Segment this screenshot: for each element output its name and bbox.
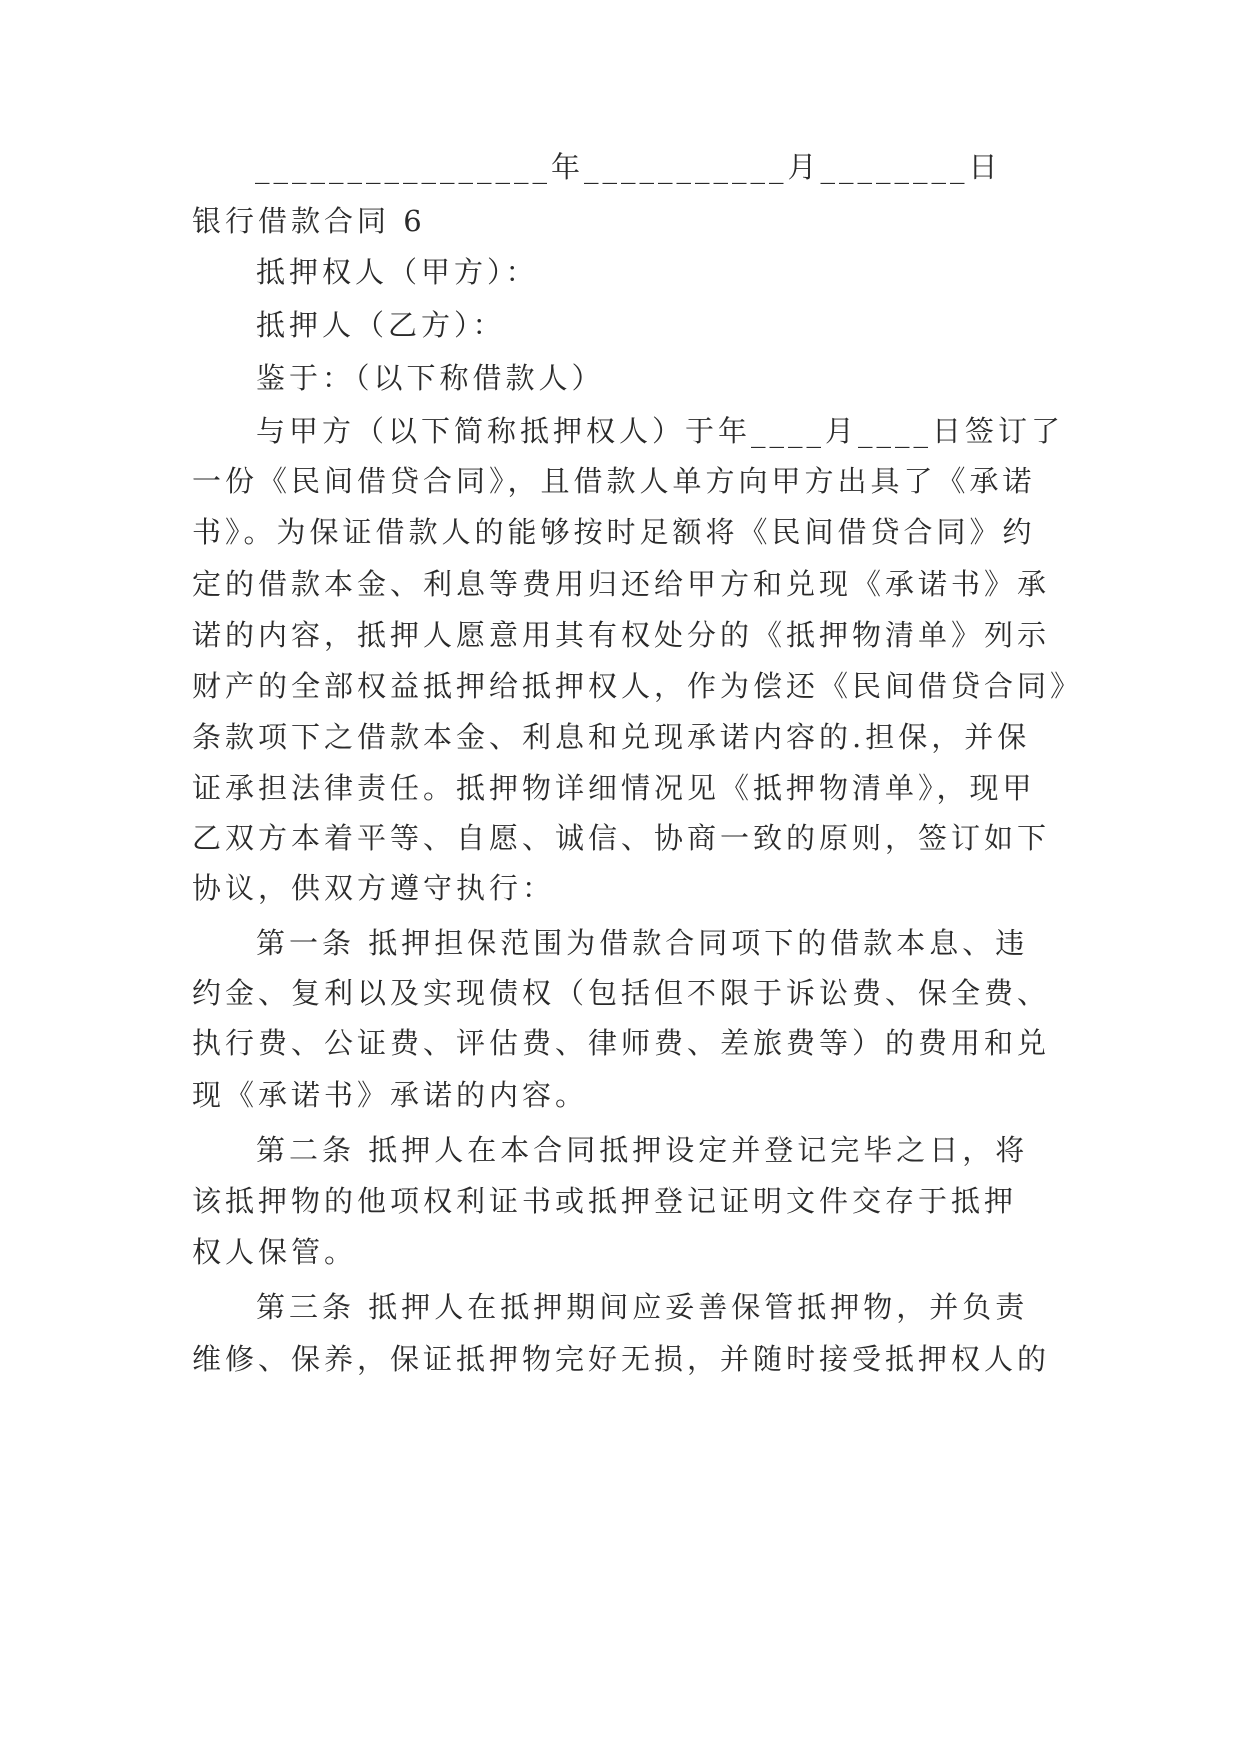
date-line: ________________年___________月________日 [255,150,1002,184]
article-3-line: 维修、保养，保证抵押物完好无损，并随时接受抵押权人的 [192,1342,1051,1376]
article-1-line: 现《承诺书》承诺的内容。 [192,1078,589,1112]
body-line: 一份《民间借贷合同》，且借款人单方向甲方出具了《承诺 [192,464,1036,498]
document-title: 银行借款合同 6 [192,204,426,238]
mortgagee-label: 抵押权人（甲方）： [256,255,539,289]
body-line: 条款项下之借款本金、利息和兑现承诺内容的.担保，并保 [192,720,1031,754]
article-1-line: 执行费、公证费、评估费、律师费、差旅费等）的费用和兑 [192,1026,1051,1060]
article-2-line: 权人保管。 [192,1235,358,1269]
body-line: 财产的全部权益抵押给抵押权人，作为偿还《民间借贷合同》 [192,669,1084,703]
article-1-line: 第一条 抵押担保范围为借款合同项下的借款本息、违 [256,926,1029,960]
body-line: 定的借款本金、利息等费用归还给甲方和兑现《承诺书》承 [192,567,1051,601]
body-line: 证承担法律责任。抵押物详细情况见《抵押物清单》，现甲 [192,771,1036,805]
article-2-line: 第二条 抵押人在本合同抵押设定并登记完毕之日，将 [256,1133,1029,1167]
article-2-line: 该抵押物的他项权利证书或抵押登记证明文件交存于抵押 [192,1184,1018,1218]
mortgagor-label: 抵押人（乙方）： [256,308,506,342]
body-line: 协议，供双方遵守执行： [192,871,556,905]
body-line: 乙双方本着平等、自愿、诚信、协商一致的原则，签订如下 [192,821,1051,855]
body-line: 诺的内容，抵押人愿意用其有权处分的《抵押物清单》列示 [192,618,1051,652]
body-line: 与甲方（以下简称抵押权人）于年____月____日签订了 [256,414,1065,448]
article-3-line: 第三条 抵押人在抵押期间应妥善保管抵押物，并负责 [256,1290,1029,1324]
body-line: 书》。为保证借款人的能够按时足额将《民间借贷合同》约 [192,515,1036,549]
whereas-label: 鉴于：（以下称借款人） [256,361,605,395]
article-1-line: 约金、复利以及实现债权（包括但不限于诉讼费、保全费、 [192,976,1051,1010]
